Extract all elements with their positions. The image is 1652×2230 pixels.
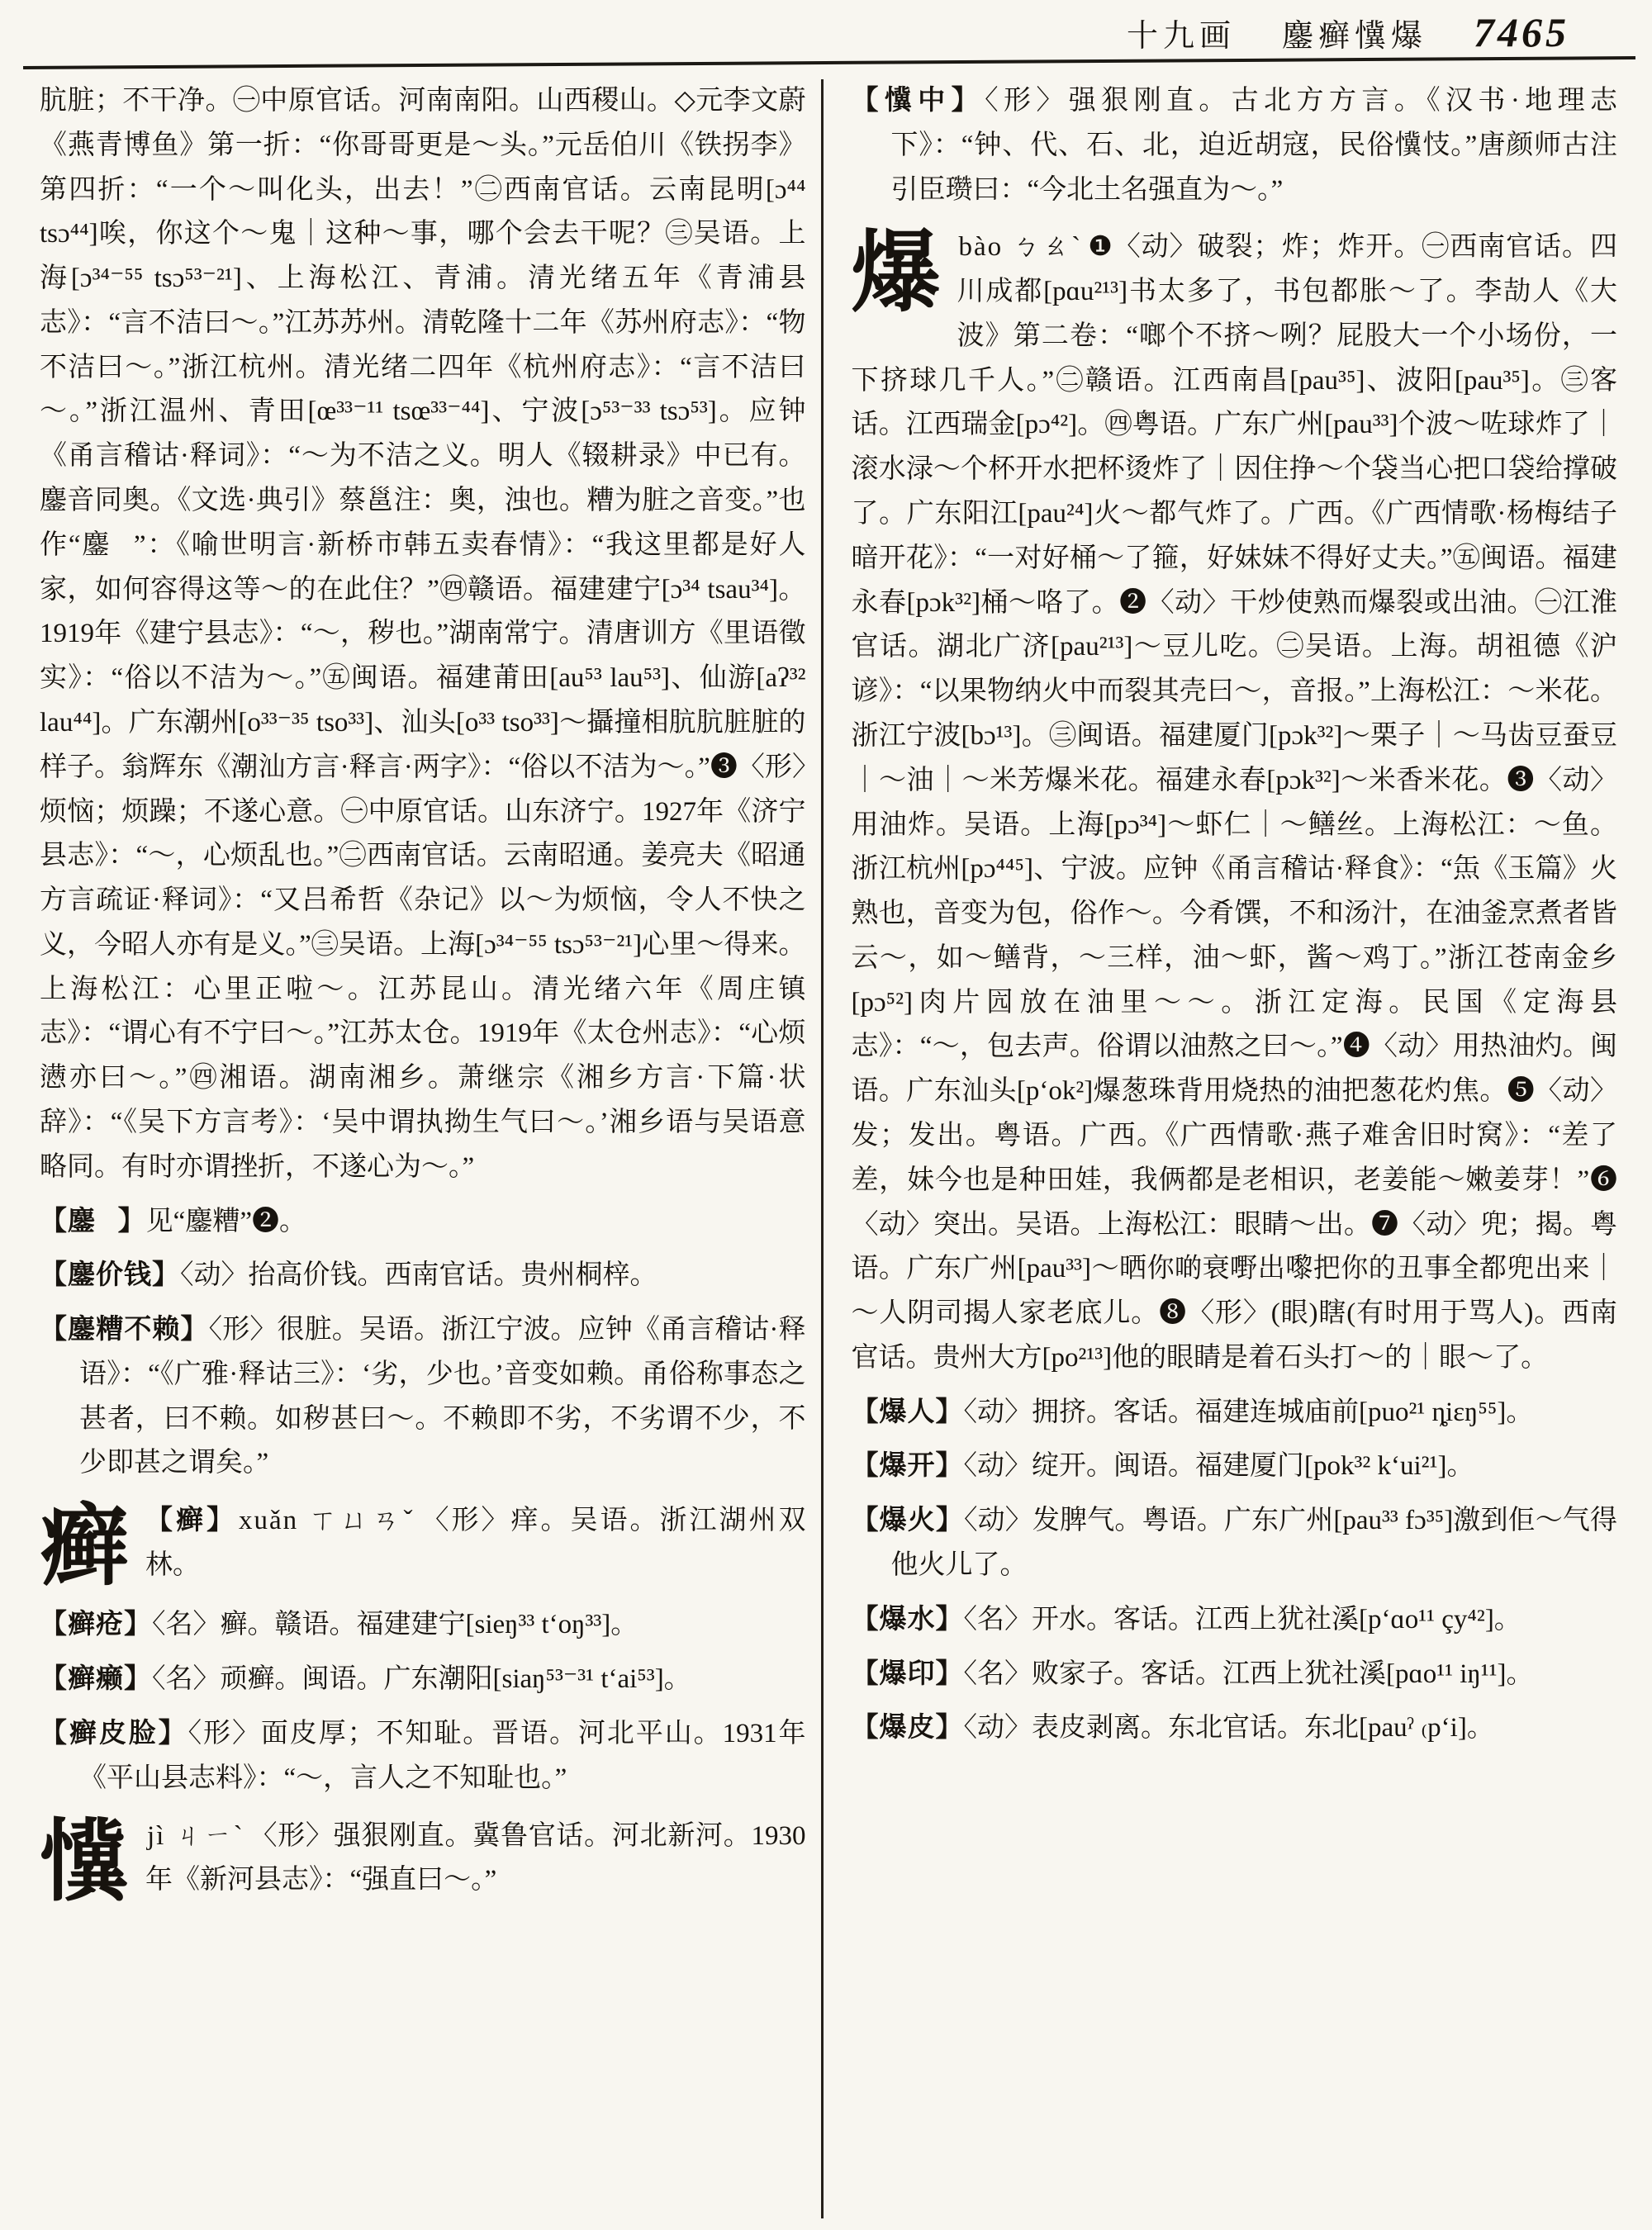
entry-xuan-chuang [40, 1603, 806, 1648]
section-characters: 鏖癣懻爆 [1281, 19, 1427, 54]
entry-term: 【爆皮】 [851, 1713, 964, 1744]
header-divider [23, 56, 1635, 69]
entry-term: 【癣皮脸】 [40, 1718, 188, 1748]
headword-xuan [40, 1498, 806, 1597]
entry-body: 〈动〉抬高价钱。西南官话。贵州桐梓。 [180, 1260, 657, 1291]
entry-term: 【爆火】 [851, 1506, 965, 1536]
entry-ao-jiaqian [40, 1254, 806, 1298]
entry-body: 〈形〉痒。吴语。浙江湖州双林。 [145, 1506, 806, 1580]
entry-bao-shui [852, 1598, 1618, 1643]
entry-bao-yin [852, 1653, 1618, 1697]
headword-ji [40, 1813, 806, 1912]
entry-xuan-lai [40, 1658, 806, 1702]
entry-bao-ren [852, 1391, 1618, 1435]
entry-term: 【懻中】 [851, 86, 985, 116]
headword-bao [852, 225, 1618, 1380]
entry-body: 〈形〉面皮厚；不知耻。晋语。河北平山。1931年《平山县志料》：“～，言人之不知耻也。” [79, 1718, 806, 1793]
headword-character: 癣 [40, 1498, 130, 1597]
headword-definition [40, 1499, 806, 1588]
entry-body: ❶〈动〉破裂；炸；炸开。㊀西南官话。四川成都[pɑu²¹³]书太多了，书包都胀～了。李劼人《大波》第二卷：“啷个不挤～咧？屁股大一个小场份，一下挤球几千人。”㊁赣语。江西南昌[pau³⁵]、波阳[pau³⁵]。㊂客话。江西瑞金[pɔ⁴²]。㊃粤语。广东广州[pau³³]个波～咗球炸了｜滚水渌～个杯开水把杯烫炸了｜因住挣～个袋当心把口袋给撑破了。广东阳江[pau²⁴]火～都气炸了。广西。《广西情歌·杨梅结子暗开花》：“一对好桶～了箍，好妹妹不得好丈夫。”㊄闽语。福建永春[pɔk³²]桶～咯了。❷〈动〉干炒使熟而爆裂或出油。㊀江淮官话。湖北广济[pau²¹³]～豆儿吃。㊁吴语。上海。胡祖德《沪谚》：“以果物纳火中而裂其壳曰～，音报。”上海松江：～米花。浙江宁波[bɔ¹³]。㊂闽语。福建厦门[pɔk³²]～栗子｜～马齿豆蚕豆｜～油｜～米芳爆米花。福建永春[pɔk³²]～米香米花。❸〈动〉用油炸。吴语。上海[pɔ³⁴]～虾仁｜～鳝丝。上海松江：～鱼。浙江杭州[pɔ⁴⁴⁵]、宁波。应钟《甬言稽诂·释食》：“缹《玉篇》火熟也，音变为包，俗作～。今肴馔，不和汤汁，在油釜烹煮者皆云～，如～鳝背，～三样，油～虾，酱～鸡丁。”浙江苍南金乡[pɔ⁵²]肉片囥放在油里～～。浙江定海。民国《定海县志》：“～，包去声。俗谓以油熬之曰～。”❹〈动〉用热油灼。闽语。广东汕头[p‘ok²]爆葱珠背用烧热的油把葱花灼焦。❺〈动〉发；发出。粤语。广西。《广西情歌·燕子难舍旧时窝》：“差了差，妹今也是种田娃，我俩都是老相识，老姜能～嫩姜芽！”❻〈动〉突出。吴语。上海松江：眼睛～出。❼〈动〉兜；揭。粤语。广东广州[pau³³]～晒你啲衰嘢出嚟把你的丑事全都兜出来｜～人阴司揭人家老底儿。❽〈形〉(眼)瞎(有时用于骂人)。西南官话。贵州大方[po²¹³]他的眼睛是着石头打～的｜眼～了。 [851, 232, 1617, 1373]
pronunciation: bào ㄅㄠˋ [958, 232, 1084, 263]
entry-body: 见“鏖糟”❷。 [145, 1206, 306, 1236]
entry-term: 【癣疮】 [40, 1610, 152, 1640]
entry-ao-zao-bulai [40, 1308, 806, 1486]
entry-term: 【爆水】 [851, 1604, 964, 1635]
left-column [40, 79, 821, 2218]
entry-term: 【爆印】 [851, 1658, 964, 1689]
entry-body: 〈动〉拥挤。客话。福建连城庙前[puo²¹ ȵiɛŋ⁵⁵]。 [963, 1397, 1534, 1427]
entry-bao-pi [852, 1706, 1618, 1751]
entry-body: 〈动〉绽开。闽语。福建厦门[pok³² k‘ui²¹]。 [963, 1451, 1474, 1482]
entry-body: 〈形〉很脏。吴语。浙江宁波。应钟《甬言稽诂·释语》：“《广雅·释诂三》：‘劣，少也。’音变如赖。甬俗称事态之甚者，曰不赖。如秽甚曰～。不赖即不劣，不劣谓不少，不少即甚之谓矣。” [79, 1315, 806, 1478]
page-header [0, 8, 1619, 56]
headword-character: 爆 [851, 225, 941, 324]
entry-bao-huo [852, 1499, 1618, 1588]
entry-term: 【癣癞】 [40, 1664, 152, 1695]
entry-term: 【鏖𪘯】 [40, 1206, 146, 1236]
entry-ao-continuation: 肮脏；不干净。㊀中原官话。河南南阳。山西稷山。◇元李文蔚《燕青博鱼》第一折：“你哥哥更是～头。”元岳伯川《铁拐李》第四折：“一个～叫化头，出去！”㊁西南官话。云南昆明[ɔ⁴⁴ tsɔ⁴⁴]唉，你这个～鬼｜这种～事，哪个会去干呢？㊂吴语。上海[ɔ³⁴⁻⁵⁵ tsɔ⁵³⁻²¹]、上海松江、青浦。清光绪五年《青浦县志》：“言不洁曰～。”江苏苏州。清乾隆十二年《苏州府志》：“物不洁曰～。”浙江杭州。清光绪二四年《杭州府志》：“言不洁曰～。”浙江温州、青田[œ³³⁻¹¹ tsœ³³⁻⁴⁴]、宁波[ɔ⁵³⁻³³ tsɔ⁵³]。应钟《甬言稽诂·释词》：“～为不洁之义。明人《辍耕录》中已有。鏖音同奥。《文选·典引》蔡邕注：奥，浊也。糟为脏之音变。”也作“鏖𪘯”：《喻世明言·新桥市韩五卖春情》：“我这里都是好人家，如何容得这等～的在此住？”㊃赣语。福建建宁[ɔ³⁴ tsau³⁴]。1919年《建宁县志》：“～，秽也。”湖南常宁。清唐训方《里语徵实》：“俗以不洁为～。”㊄闽语。福建莆田[au⁵³ lau⁵³]、仙游[aʔ³² lau⁴⁴]。广东潮州[o³³⁻³⁵ tso³³]、汕头[o³³ tso³³]～攝撞相肮肮脏脏的样子。翁辉东《潮汕方言·释言·两字》：“俗以不洁为～。”❸〈形〉烦恼；烦躁；不遂心意。㊀中原官话。山东济宁。1927年《济宁县志》：“～，心烦乱也。”㊁西南官话。云南昭通。姜亮夫《昭通方言疏证·释词》：“又吕希哲《杂记》以～为烦恼，令人不快之义，今昭人亦有是义。”㊂吴语。上海[ɔ³⁴⁻⁵⁵ tsɔ⁵³⁻²¹]心里～得来。上海松江：心里正啦～。江苏昆山。清光绪六年《周庄镇志》：“谓心有不宁曰～。”江苏太仓。1919年《太仓州志》：“心烦懑亦曰～。”㊃湘语。湖南湘乡。萧继宗《湘乡方言·下篇·状辞》：“《吴下方言考》：‘吴中谓执拗生气曰～。’湘乡语与吴语意略同。有时亦谓挫折，不遂心为～。” [40, 86, 806, 1182]
entry-body: 〈形〉强狠刚直。冀鲁官话。河北新河。1930年《新河县志》：“强直曰～。” [145, 1820, 806, 1896]
entry-body: 〈动〉发脾气。粤语。广东广州[pau³³ fɔ³⁵]激到佢～气得他火儿了。 [890, 1506, 1617, 1580]
entry-bao-kai [852, 1445, 1618, 1489]
pronunciation: xuǎn ㄒㄩㄢˇ [239, 1506, 417, 1536]
pronunciation: jì ㄐㄧˋ [147, 1820, 245, 1851]
entry-body: 〈形〉强狠刚直。古北方方言。《汉书·地理志下》：“钟、代、石、北，迫近胡寇，民俗懻忮。”唐颜师古注引臣瓒曰：“今北土名强直为～。” [890, 86, 1617, 205]
page-number: 7465 [1474, 9, 1569, 55]
entry-term: 【鏖糟不赖】 [40, 1315, 209, 1345]
right-column [821, 79, 1618, 2218]
entry-ji-zhong [852, 79, 1618, 212]
headword-definition [852, 225, 1618, 1380]
headword-definition [40, 1815, 806, 1904]
entry-body: 〈名〉癣。赣语。福建建宁[sieŋ³³ t‘oŋ³³]。 [152, 1610, 638, 1640]
entry-term: 【爆开】 [851, 1451, 964, 1482]
entry-body: 〈名〉开水。客话。江西上犹社溪[p‘ɑo¹¹ çy⁴²]。 [963, 1604, 1521, 1635]
entry-term: 【鏖价钱】 [40, 1260, 180, 1291]
entry-term: 【癣】 [145, 1506, 238, 1536]
entry-body: 〈动〉表皮剥离。东北官话。东北[pauˀ ₍p‘i]。 [963, 1713, 1494, 1744]
entry-body: 〈名〉败家子。客话。江西上犹社溪[pɑo¹¹ iŋ¹¹]。 [963, 1658, 1534, 1689]
stroke-section-label: 十九画 [1126, 19, 1236, 54]
entry-body: 〈名〉顽癣。闽语。广东潮阳[siaŋ⁵³⁻³¹ t‘ai⁵³]。 [152, 1664, 691, 1695]
entry-xuan-pilian [40, 1712, 806, 1801]
entry-term: 【爆人】 [851, 1397, 964, 1427]
entry-ao-cao [40, 1200, 806, 1245]
headword-character: 懻 [40, 1813, 130, 1912]
two-column-body [40, 79, 1617, 2218]
